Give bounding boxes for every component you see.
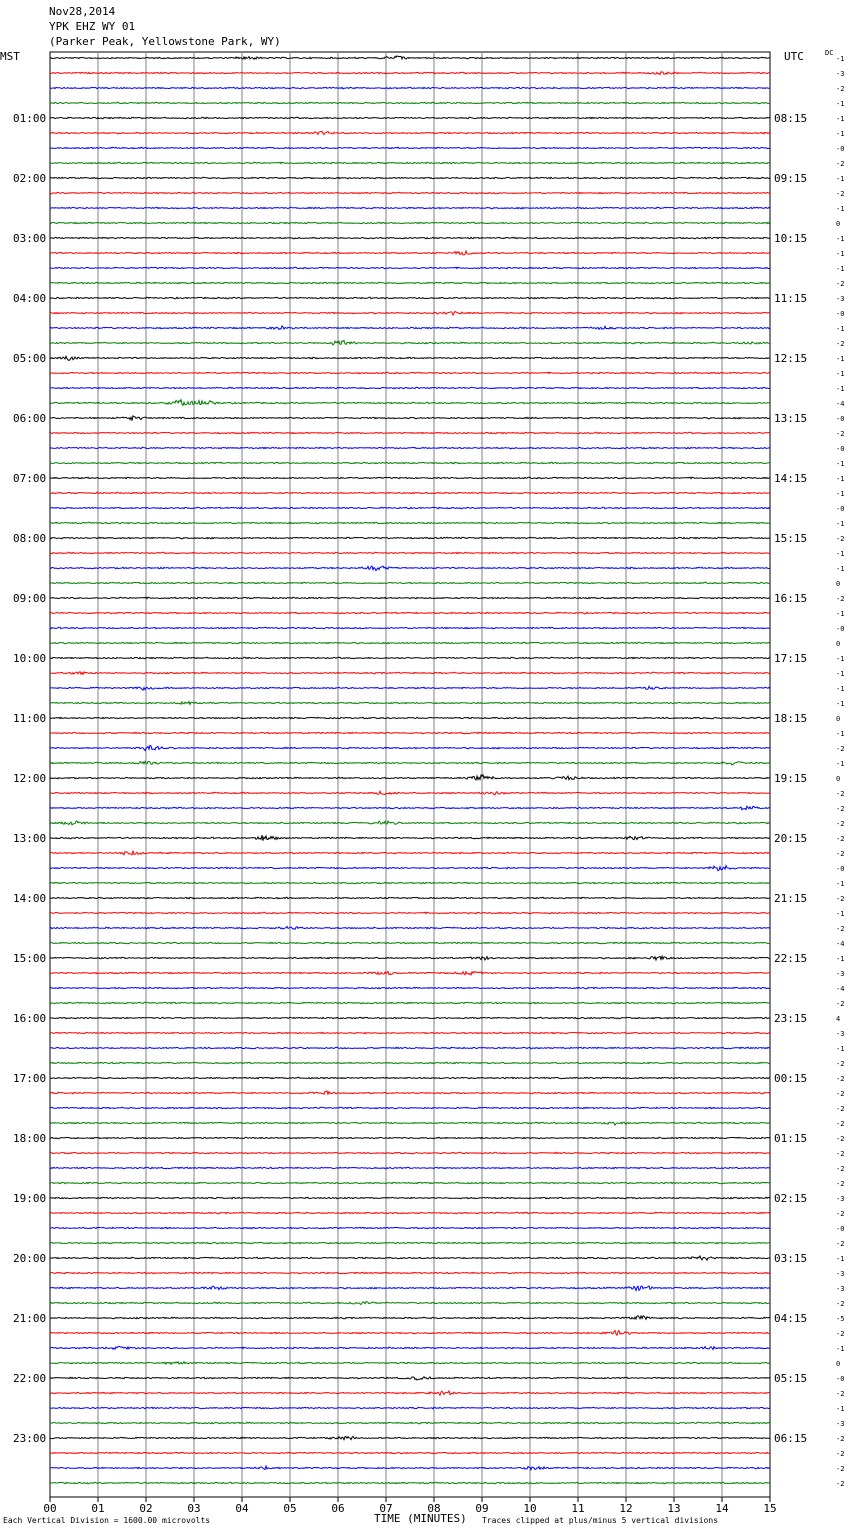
utc-hour-label: 21:15: [774, 892, 808, 905]
dc-offset-label: -2: [836, 1060, 845, 1068]
dc-offset-label: -2: [836, 1135, 845, 1143]
x-tick-label: 13: [667, 1502, 681, 1515]
seismic-trace: [50, 1331, 770, 1336]
seismic-trace: [50, 912, 770, 914]
dc-offset-label: -2: [836, 805, 845, 813]
dc-offset-label: -4: [836, 940, 845, 948]
mst-hour-label: 19:00: [13, 1192, 47, 1205]
dc-offset-label: -3: [836, 1270, 845, 1278]
seismic-trace: [50, 477, 770, 479]
dc-offset-label: -3: [836, 1195, 845, 1203]
dc-offset-label: 0: [836, 1360, 841, 1368]
seismic-trace: [50, 372, 770, 374]
dc-offset-label: -1: [836, 1045, 845, 1053]
mst-hour-label: 20:00: [13, 1252, 47, 1265]
seismic-trace: [50, 897, 770, 899]
seismic-trace: [50, 987, 770, 989]
utc-hour-label: 23:15: [774, 1012, 808, 1025]
mst-label: MST: [0, 50, 20, 63]
x-tick-label: 07: [379, 1502, 393, 1515]
seismic-trace: [50, 117, 770, 119]
station-location: (Parker Peak, Yellowstone Park, WY): [49, 35, 281, 48]
dc-offset-label: -2: [836, 1105, 845, 1113]
utc-hour-label: 01:15: [774, 1132, 808, 1145]
mst-hour-label: 02:00: [13, 172, 47, 185]
dc-offset-label: -2: [836, 190, 845, 198]
dc-offset-label: 0: [836, 220, 841, 228]
utc-hour-label: 08:15: [774, 112, 808, 125]
seismic-trace: [50, 702, 770, 705]
utc-hour-label: 19:15: [774, 772, 808, 785]
dc-offset-label: -2: [836, 1390, 845, 1398]
seismic-trace: [50, 552, 770, 554]
seismic-trace: [50, 237, 770, 239]
mst-hour-label: 09:00: [13, 592, 47, 605]
dc-offset-label: -0: [836, 415, 845, 423]
dc-offset-label: -2: [836, 745, 845, 753]
dc-offset-label: -2: [836, 850, 845, 858]
seismic-trace: [50, 87, 770, 89]
seismic-trace: [50, 56, 770, 59]
seismic-trace: [50, 732, 770, 734]
dc-offset-label: -2: [836, 1180, 845, 1188]
x-tick-label: 15: [763, 1502, 777, 1515]
dc-offset-label: -0: [836, 1225, 845, 1233]
dc-offset-label: -4: [836, 400, 845, 408]
x-tick-label: 10: [523, 1502, 537, 1515]
seismic-trace: [50, 1302, 770, 1305]
mst-hour-label: 15:00: [13, 952, 47, 965]
seismic-trace: [50, 1482, 770, 1484]
seismic-trace: [50, 1407, 770, 1409]
dc-offset-label: -0: [836, 505, 845, 513]
x-tick-label: 00: [43, 1502, 57, 1515]
dc-offset-label: -0: [836, 145, 845, 153]
seismic-trace: [50, 1362, 770, 1365]
dc-offset-label: -0: [836, 445, 845, 453]
seismic-trace: [50, 72, 770, 75]
dc-offset-label: -1: [836, 1345, 845, 1353]
seismic-trace: [50, 1377, 770, 1380]
utc-hour-label: 11:15: [774, 292, 808, 305]
seismic-trace: [50, 686, 770, 690]
dc-offset-label: -3: [836, 970, 845, 978]
seismic-trace: [50, 1286, 770, 1291]
dc-offset-label: -0: [836, 1375, 845, 1383]
seismic-trace: [50, 131, 770, 134]
seismic-trace: [50, 207, 770, 209]
seismic-trace: [50, 1137, 770, 1139]
seismic-trace: [50, 192, 770, 194]
mst-hour-label: 04:00: [13, 292, 47, 305]
seismic-trace: [50, 745, 770, 750]
seismic-trace: [50, 267, 770, 269]
dc-offset-label: -1: [836, 490, 845, 498]
x-tick-label: 14: [715, 1502, 729, 1515]
seismic-trace: [50, 447, 770, 449]
seismic-trace: [50, 851, 770, 855]
dc-offset-label: -1: [836, 205, 845, 213]
utc-hour-label: 03:15: [774, 1252, 808, 1265]
mst-hour-label: 05:00: [13, 352, 47, 365]
dc-offset-label: -1: [836, 250, 845, 258]
mst-hour-label: 12:00: [13, 772, 47, 785]
seismic-trace: [50, 1122, 770, 1125]
utc-hour-label: 00:15: [774, 1072, 808, 1085]
dc-offset-label: -1: [836, 880, 845, 888]
mst-hour-label: 21:00: [13, 1312, 47, 1325]
mst-hour-label: 17:00: [13, 1072, 47, 1085]
dc-offset-label: -3: [836, 70, 845, 78]
seismic-trace: [50, 642, 770, 644]
mst-hour-label: 01:00: [13, 112, 47, 125]
dc-offset-label: -2: [836, 340, 845, 348]
dc-offset-label: -2: [836, 895, 845, 903]
x-tick-label: 04: [235, 1502, 249, 1515]
dc-offset-label: -1: [836, 325, 845, 333]
dc-offset-label: -2: [836, 160, 845, 168]
seismic-trace: [50, 162, 770, 164]
dc-offset-label: -1: [836, 355, 845, 363]
seismic-trace: [50, 432, 770, 434]
seismic-trace: [50, 1091, 770, 1094]
seismic-trace: [50, 297, 770, 299]
dc-offset-label: -1: [836, 370, 845, 378]
dc-offset-label: -2: [836, 1075, 845, 1083]
seismic-trace: [50, 761, 770, 765]
mst-hour-label: 14:00: [13, 892, 47, 905]
dc-offset-label: 0: [836, 715, 841, 723]
utc-hour-label: 06:15: [774, 1432, 808, 1445]
seismic-trace: [50, 177, 770, 179]
seismic-trace: [50, 1436, 770, 1439]
dc-offset-label: -2: [836, 1480, 845, 1488]
seismic-trace: [50, 1346, 770, 1349]
x-tick-label: 01: [91, 1502, 105, 1515]
dc-offset-label: -3: [836, 1285, 845, 1293]
seismic-trace: [50, 927, 770, 930]
dc-offset-label: -3: [836, 1030, 845, 1038]
dc-offset-label: -2: [836, 1435, 845, 1443]
mst-hour-label: 10:00: [13, 652, 47, 665]
dc-offset-label: -1: [836, 115, 845, 123]
utc-hour-label: 14:15: [774, 472, 808, 485]
seismic-trace: [50, 942, 770, 944]
x-tick-label: 11: [571, 1502, 585, 1515]
utc-hour-label: 22:15: [774, 952, 808, 965]
seismic-trace: [50, 1272, 770, 1274]
dc-offset-label: -2: [836, 1330, 845, 1338]
seismic-trace: [50, 1152, 770, 1154]
x-tick-label: 06: [331, 1502, 345, 1515]
dc-offset-label: -2: [836, 1300, 845, 1308]
dc-offset-label: -1: [836, 955, 845, 963]
seismic-trace: [50, 717, 770, 719]
x-axis-title: TIME (MINUTES): [374, 1512, 467, 1525]
dc-offset-label: -2: [836, 430, 845, 438]
scale-note: Each Vertical Division = 1600.00 microvolts: [3, 1516, 211, 1525]
seismic-trace: [50, 1182, 770, 1184]
dc-offset-label: -5: [836, 1315, 845, 1323]
dc-offset-label: -2: [836, 790, 845, 798]
seismic-trace: [50, 672, 770, 675]
dc-offset-label: -1: [836, 55, 845, 63]
utc-hour-label: 10:15: [774, 232, 808, 245]
dc-offset-label: -2: [836, 1465, 845, 1473]
seismic-trace: [50, 507, 770, 509]
utc-hour-label: 05:15: [774, 1372, 808, 1385]
mst-hour-label: 07:00: [13, 472, 47, 485]
seismic-trace: [50, 1197, 770, 1199]
dc-offset-label: 0: [836, 640, 841, 648]
dc-offset-label: -1: [836, 565, 845, 573]
dc-offset-label: -3: [836, 1420, 845, 1428]
dc-offset-label: -2: [836, 535, 845, 543]
utc-hour-label: 20:15: [774, 832, 808, 845]
dc-offset-label: -2: [836, 280, 845, 288]
seismic-trace: [50, 1391, 770, 1395]
seismic-trace: [50, 1047, 770, 1049]
mst-hour-label: 18:00: [13, 1132, 47, 1145]
seismic-trace: [50, 522, 770, 524]
dc-offset-label: -1: [836, 910, 845, 918]
dc-offset-label: -2: [836, 820, 845, 828]
utc-hour-label: 09:15: [774, 172, 808, 185]
dc-offset-label: -1: [836, 385, 845, 393]
mst-hour-label: 16:00: [13, 1012, 47, 1025]
dc-offset-label: -1: [836, 760, 845, 768]
dc-offset-label: -2: [836, 835, 845, 843]
seismic-trace: [50, 1316, 770, 1320]
mst-hour-label: 22:00: [13, 1372, 47, 1385]
dc-offset-label: -2: [836, 1165, 845, 1173]
dc-offset-label: -1: [836, 1405, 845, 1413]
seismic-trace: [50, 866, 770, 871]
dc-offset-label: -2: [836, 1120, 845, 1128]
dc-offset-label: -1: [836, 235, 845, 243]
seismic-trace: [50, 1422, 770, 1424]
seismic-trace: [50, 1002, 770, 1004]
dc-offset-label: -2: [836, 925, 845, 933]
seismic-trace: [50, 102, 770, 104]
utc-hour-label: 04:15: [774, 1312, 808, 1325]
seismic-trace: [50, 835, 770, 841]
seismic-trace: [50, 462, 770, 464]
seismic-trace: [50, 537, 770, 539]
seismic-trace: [50, 791, 770, 795]
seismic-trace: [50, 1452, 770, 1454]
dc-offset-label: -1: [836, 685, 845, 693]
seismic-trace: [50, 612, 770, 614]
seismic-trace: [50, 627, 770, 629]
dc-offset-label: -2: [836, 1210, 845, 1218]
dc-offset-label: -0: [836, 865, 845, 873]
utc-hour-label: 18:15: [774, 712, 808, 725]
seismic-trace: [50, 222, 770, 224]
seismic-trace: [50, 971, 770, 975]
seismic-trace: [50, 356, 770, 360]
seismic-trace: [50, 1167, 770, 1169]
dc-offset-label: -1: [836, 610, 845, 618]
utc-hour-label: 16:15: [774, 592, 808, 605]
dc-offset-label: -0: [836, 625, 845, 633]
seismic-trace: [50, 657, 770, 659]
seismic-trace: [50, 400, 770, 406]
x-tick-label: 02: [139, 1502, 153, 1515]
dc-offset-label: 0: [836, 775, 841, 783]
x-tick-label: 08: [427, 1502, 441, 1515]
dc-offset-label: -1: [836, 475, 845, 483]
utc-hour-label: 15:15: [774, 532, 808, 545]
seismic-trace: [50, 147, 770, 149]
mst-hour-label: 11:00: [13, 712, 47, 725]
seismic-trace: [50, 251, 770, 255]
dc-offset-label: -3: [836, 295, 845, 303]
seismic-trace: [50, 341, 770, 345]
dc-offset-label: -0: [836, 310, 845, 318]
station-id: YPK EHZ WY 01: [49, 20, 136, 33]
dc-offset-label: -1: [836, 100, 845, 108]
dc-label: DC: [825, 49, 834, 57]
dc-offset-label: 4: [836, 1015, 841, 1023]
mst-hour-label: 13:00: [13, 832, 47, 845]
seismic-trace: [50, 282, 770, 283]
utc-hour-label: 13:15: [774, 412, 808, 425]
seismic-trace: [50, 775, 770, 780]
dc-offset-label: -2: [836, 1000, 845, 1008]
dc-offset-label: -2: [836, 1090, 845, 1098]
seismic-trace: [50, 806, 770, 810]
dc-offset-label: -1: [836, 460, 845, 468]
mst-hour-label: 23:00: [13, 1432, 47, 1445]
dc-offset-label: -2: [836, 85, 845, 93]
dc-offset-label: -2: [836, 1240, 845, 1248]
seismic-trace: [50, 882, 770, 884]
seismic-trace: [50, 582, 770, 584]
dc-offset-label: -1: [836, 670, 845, 678]
seismic-trace: [50, 1242, 770, 1243]
seismic-trace: [50, 387, 770, 388]
utc-hour-label: 12:15: [774, 352, 808, 365]
seismic-trace: [50, 956, 770, 960]
dc-offset-label: -2: [836, 1450, 845, 1458]
seismic-trace: [50, 566, 770, 571]
mst-hour-label: 06:00: [13, 412, 47, 425]
dc-offset-label: -1: [836, 655, 845, 663]
plot-date: Nov28,2014: [49, 5, 116, 18]
seismic-trace: [50, 1062, 770, 1064]
dc-offset-label: -1: [836, 520, 845, 528]
utc-hour-label: 02:15: [774, 1192, 808, 1205]
utc-hour-label: 17:15: [774, 652, 808, 665]
seismic-trace: [50, 1107, 770, 1109]
seismic-trace: [50, 821, 770, 825]
clip-note: Traces clipped at plus/minus 5 vertical divisions: [482, 1516, 719, 1525]
dc-offset-label: 0: [836, 580, 841, 588]
x-tick-label: 05: [283, 1502, 297, 1515]
seismic-trace: [50, 1032, 770, 1034]
dc-offset-label: -1: [836, 265, 845, 273]
mst-hour-label: 08:00: [13, 532, 47, 545]
seismic-trace: [50, 1466, 770, 1470]
seismic-trace: [50, 1212, 770, 1214]
seismic-trace: [50, 492, 770, 494]
x-tick-label: 09: [475, 1502, 489, 1515]
seismic-trace: [50, 1256, 770, 1260]
x-tick-label: 03: [187, 1502, 201, 1515]
seismic-trace: [50, 311, 770, 315]
dc-offset-label: -1: [836, 550, 845, 558]
seismic-trace: [50, 1017, 770, 1019]
dc-offset-label: -1: [836, 1255, 845, 1263]
dc-offset-label: -1: [836, 130, 845, 138]
dc-offset-label: -4: [836, 985, 845, 993]
utc-label: UTC: [784, 50, 804, 63]
dc-offset-label: -2: [836, 1150, 845, 1158]
seismic-trace: [50, 1227, 770, 1229]
dc-offset-label: -1: [836, 700, 845, 708]
seismic-trace: [50, 326, 770, 330]
x-tick-label: 12: [619, 1502, 633, 1515]
dc-offset-label: -1: [836, 730, 845, 738]
seismic-trace: [50, 597, 770, 599]
dc-offset-label: -2: [836, 595, 845, 603]
dc-offset-label: -1: [836, 175, 845, 183]
seismic-trace: [50, 416, 770, 421]
mst-hour-label: 03:00: [13, 232, 47, 245]
seismic-trace: [50, 1077, 770, 1079]
